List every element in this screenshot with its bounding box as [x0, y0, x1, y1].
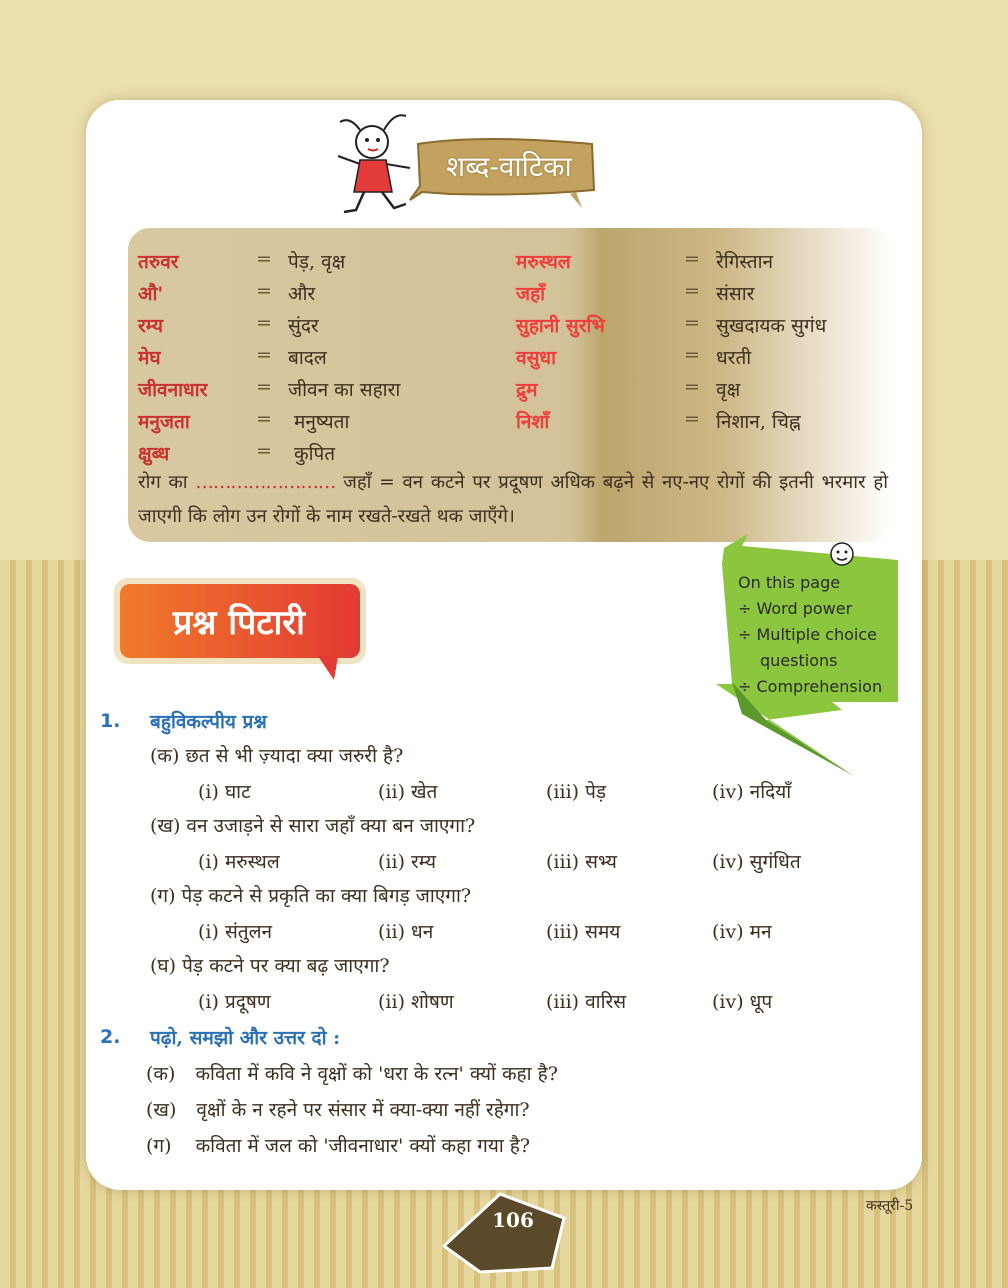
vocab-term: औ' [138, 283, 164, 305]
vocab-equals: = [684, 408, 700, 430]
vocab-meaning: वृक्ष [716, 379, 741, 401]
question-number: 1. [100, 710, 121, 732]
mcq-option: (ii) शोषण [378, 991, 454, 1013]
bullet-icon: ÷ [738, 677, 752, 696]
mcq-option: (iv) सुगंधित [712, 851, 801, 873]
vocab-equals: = [684, 248, 700, 270]
question-text: कविता में कवि ने वृक्षों को 'धरा के रत्न' क्यों कहा है? [195, 1063, 558, 1085]
mcq-question: (ग) पेड़ कटने से प्रकृति का क्या बिगड़ जाएगा? [150, 885, 472, 907]
vocab-meaning: कुपित [294, 443, 336, 465]
vocab-meaning: मनुष्यता [294, 411, 350, 433]
side-note-item-label: Multiple choice [756, 625, 877, 644]
question-heading: पढ़ो, समझो और उत्तर दो : [150, 1027, 341, 1049]
side-note-heading: On this page [738, 573, 841, 592]
book-name: कस्तूरी-5 [866, 1198, 914, 1214]
note-rest: जहाँ = वन कटने पर प्रदूषण अधिक बढ़ने से नए-नए रोगों की इतनी भरमार हो जाएगी कि लोग उन रोगों के नाम रखते-रखते थक जाएँगे। [138, 472, 888, 527]
vocab-meaning: संसार [716, 283, 755, 305]
vocab-term: सुहानी सुरभि [516, 315, 605, 337]
vocab-term: क्षुब्ध [138, 443, 170, 465]
mcq-option: (iii) पेड़ [546, 781, 607, 803]
vocab-meaning: जीवन का सहारा [288, 379, 401, 401]
mcq-question: (घ) पेड़ कटने पर क्या बढ़ जाएगा? [150, 955, 390, 977]
vocab-term: मेघ [138, 347, 161, 369]
vocab-equals: = [256, 312, 272, 334]
mcq-option: (iv) नदियाँ [712, 781, 792, 803]
mcq-option: (ii) रम्य [378, 851, 436, 873]
vocab-term: वसुधा [516, 347, 557, 369]
mcq-option: (iv) मन [712, 921, 772, 943]
vocab-equals: = [256, 376, 272, 398]
vocab-term: मरुस्थल [516, 251, 571, 273]
vocab-meaning: पेड़, वृक्ष [288, 251, 346, 273]
question-label: (ख) [146, 1099, 177, 1121]
side-note-item-label: Word power [756, 599, 853, 618]
note-dots: …………………… [195, 472, 336, 493]
mcq-option: (iv) धूप [712, 991, 773, 1013]
side-note-text [738, 570, 904, 700]
vocab-equals: = [256, 248, 272, 270]
comprehension-question [146, 1096, 530, 1122]
vocab-meaning: सुखदायक सुगंध [716, 315, 827, 337]
side-note-item: questions [760, 651, 838, 670]
smiley-face-icon [831, 543, 853, 565]
page-number: 106 [492, 1208, 534, 1232]
vocab-equals: = [684, 344, 700, 366]
vocab-meaning: धरती [716, 347, 752, 369]
vocab-term: रम्य [138, 315, 163, 337]
mcq-question: (ख) वन उजाड़ने से सारा जहाँ क्या बन जाएगा? [150, 815, 476, 837]
banner-title: प्रश्न पिटारी [173, 603, 305, 643]
comprehension-question [146, 1132, 530, 1158]
mcq-option: (iii) समय [546, 921, 621, 943]
mcq-option: (i) संतुलन [198, 921, 273, 943]
bullet-icon: ÷ [738, 625, 752, 644]
vocab-meaning: निशान, चिह्न [716, 411, 801, 433]
side-note-item [738, 622, 904, 648]
vocab-equals: = [684, 280, 700, 302]
vocab-equals: = [684, 376, 700, 398]
vocab-term: मनुजता [138, 411, 190, 433]
mcq-question: (क) छत से भी ज़्यादा क्या जरुरी है? [150, 745, 404, 767]
vocab-term: जीवनाधार [138, 379, 208, 401]
mcq-option: (iii) वारिस [546, 991, 627, 1013]
mcq-option: (i) मरुस्थल [198, 851, 280, 873]
question-label: (क) [146, 1063, 176, 1085]
vocab-equals: = [256, 344, 272, 366]
bullet-icon: ÷ [738, 599, 752, 618]
note-start: रोग का [138, 472, 188, 493]
side-note-item [738, 596, 904, 622]
vocab-note [138, 466, 888, 534]
vocab-term: जहाँ [516, 283, 546, 305]
question-heading: बहुविकल्पीय प्रश्न [150, 711, 267, 733]
question-number: 2. [100, 1026, 121, 1048]
comprehension-question [146, 1060, 558, 1086]
mcq-option: (i) घाट [198, 781, 251, 803]
vocab-meaning: रेगिस्तान [716, 251, 774, 273]
vocab-meaning: और [288, 283, 316, 305]
question-text: कविता में जल को 'जीवनाधार' क्यों कहा गया है? [195, 1135, 531, 1157]
vocab-term: निशाँ [516, 411, 550, 433]
vocab-equals: = [256, 408, 272, 430]
vocab-equals: = [684, 312, 700, 334]
section-title-shabd-vatika: शब्द-वाटिका [446, 150, 572, 183]
vocab-equals: = [256, 440, 272, 462]
mcq-option: (iii) सभ्य [546, 851, 617, 873]
vocab-term: द्रुम [516, 379, 538, 401]
vocab-equals: = [256, 280, 272, 302]
mcq-option: (i) प्रदूषण [198, 991, 271, 1013]
question-label: (ग) [146, 1135, 172, 1157]
mcq-option: (ii) धन [378, 921, 434, 943]
side-note-item [738, 674, 904, 700]
mcq-option: (ii) खेत [378, 781, 438, 803]
question-text: वृक्षों के न रहने पर संसार में क्या-क्या नहीं रहेगा? [196, 1099, 530, 1121]
side-note-item-label: Comprehension [756, 677, 883, 696]
vocab-meaning: सुंदर [288, 315, 319, 337]
vocab-term: तरुवर [138, 251, 179, 273]
vocab-meaning: बादल [288, 347, 327, 369]
